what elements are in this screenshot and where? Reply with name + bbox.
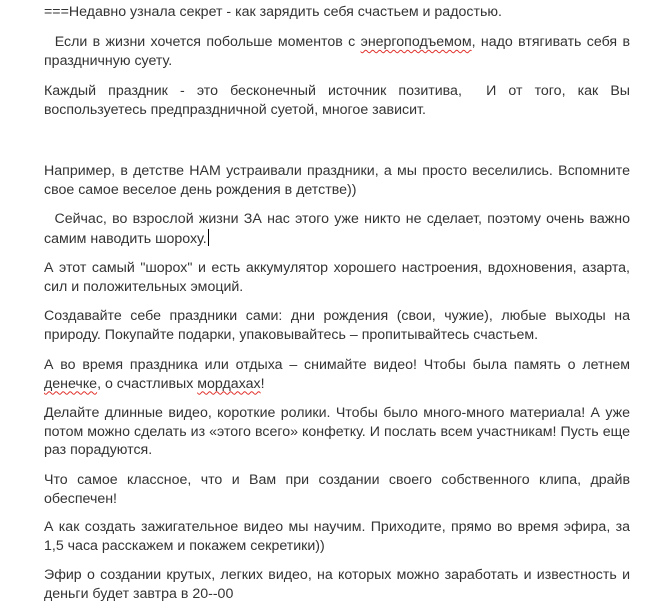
paragraph-8-text-start: А во время праздника или отдыха – снимайте видео! Чтобы была память о летнем (44, 357, 634, 373)
paragraph-12: Эфир о создании крутых, легких видео, на которых можно заработать и известность и деньги будет завтра в 20--00 (44, 567, 634, 602)
paragraph-3: Каждый праздник - это бесконечный источник позитива, И от того, как Вы воспользуетесь предпраздничной суетой, многое зависит. (44, 83, 634, 118)
paragraph-5-text: Сейчас, во взрослой жизни ЗА нас этого уже никто не сделает, поэтому очень важно самим наводить шороху. (44, 211, 634, 247)
paragraph-1: ===Недавно узнала секрет - как зарядить себя счастьем и радостью. (44, 4, 502, 20)
misspelled-word[interactable]: денечке (44, 375, 98, 392)
paragraph-6: А этот самый "шорох" и есть аккумулятор хорошего настроения, вдохновения, азарта, сил и положительных эмоций. (44, 260, 634, 295)
paragraph-2 (44, 33, 634, 70)
paragraph-11: А как создать зажигательное видео мы научим. Приходите, прямо во время эфира, за 1,5 часа расскажем и покажем секретики)) (44, 519, 634, 554)
paragraph-8-text-middle: , о счастливых (97, 375, 198, 392)
paragraph-7: Создавайте себе праздники сами: дни рождения (свои, чужие), любые выходы на природу. Покупайте подарки, упаковывайтесь – пропитывайтесь счастьем. (44, 308, 634, 343)
paragraph-8-text-end: ! (260, 375, 265, 392)
paragraph-2-text-start: Если в жизни хочется побольше моментов с (44, 34, 361, 50)
paragraph-5 (44, 210, 634, 248)
paragraph-9: Делайте длинные видео, короткие ролики. Чтобы было много-много материала! А уже потом можно сделать из «этого всего» конфетку. И послать всем участникам! Пусть еще раз порадуются. (44, 405, 634, 458)
misspelled-word[interactable]: мордахах (197, 375, 261, 392)
paragraph-2-text-end: , надо втягивать себя в праздничную суету. (44, 34, 634, 69)
paragraph-8 (44, 356, 634, 393)
paragraph-4: Например, в детстве НАМ устраивали праздники, а мы просто веселились. Вспомните свое самое веселое день рождения в детстве)) (44, 163, 634, 198)
text-cursor (208, 229, 209, 246)
paragraph-10: Что самое классное, что и Вам при создании своего собственного клипа, драйв обеспечен! (44, 472, 634, 507)
misspelled-word[interactable]: энергоподъемом (360, 34, 472, 50)
